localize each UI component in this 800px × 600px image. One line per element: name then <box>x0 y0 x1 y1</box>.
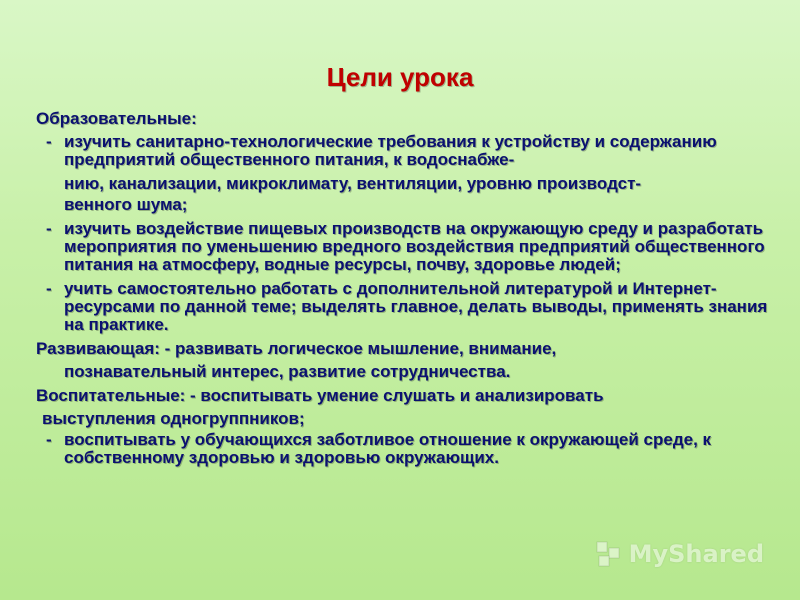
slide-content <box>36 110 776 473</box>
educational-item-2-text: изучить воздействие пищевых производств на окружающую среду и разработать мероприятия по уменьшению вредного воздействия предприятий общественного питания на атмосферу, водные ресурсы, почву, здоровье людей; <box>64 219 765 274</box>
upbringing-row <box>36 387 776 405</box>
watermark <box>591 538 764 570</box>
developmental-row <box>36 340 776 358</box>
educational-item-1 <box>36 133 776 169</box>
upbringing-cont: выступления одногруппников; <box>42 409 305 428</box>
bullet-dash: - <box>46 279 52 298</box>
developmental-text: - развивать логическое мышление, внимание, <box>159 339 557 358</box>
bullet-dash: - <box>46 219 52 238</box>
educational-item-3-text: учить самостоятельно работать с дополнительной литературой и Интернет-ресурсами по данной теме; выделять главное, делать выводы, применять знания на практике. <box>64 279 768 334</box>
developmental-cont: познавательный интерес, развитие сотрудничества. <box>64 362 511 381</box>
upbringing-item <box>36 431 776 467</box>
educational-item-3 <box>36 280 776 334</box>
educational-item-1-text: изучить санитарно-технологические требования к устройству и содержанию предприятий общественного питания, к водоснабже- <box>64 132 717 169</box>
educational-item-2 <box>36 220 776 274</box>
bullet-dash: - <box>46 430 52 449</box>
upbringing-text: - воспитывать умение слушать и анализировать <box>185 386 604 405</box>
developmental-label: Развивающая: <box>36 339 160 358</box>
educational-heading: Образовательные: <box>36 109 197 128</box>
educational-item-1-cont-2: венного шума; <box>64 195 188 214</box>
bullet-dash: - <box>46 132 52 151</box>
upbringing-item-text: воспитывать у обучающихся заботливое отношение к окружающей среде, к собственному здоровью и здоровью окружающих. <box>64 430 712 467</box>
watermark-text: MyShared <box>628 540 764 568</box>
myshared-logo-icon <box>591 538 623 570</box>
upbringing-label: Воспитательные: <box>36 386 186 405</box>
slide-title: Цели урока <box>326 62 474 92</box>
educational-item-1-cont-1: нию, канализации, микроклимату, вентиляции, уровню производст- <box>64 174 642 193</box>
